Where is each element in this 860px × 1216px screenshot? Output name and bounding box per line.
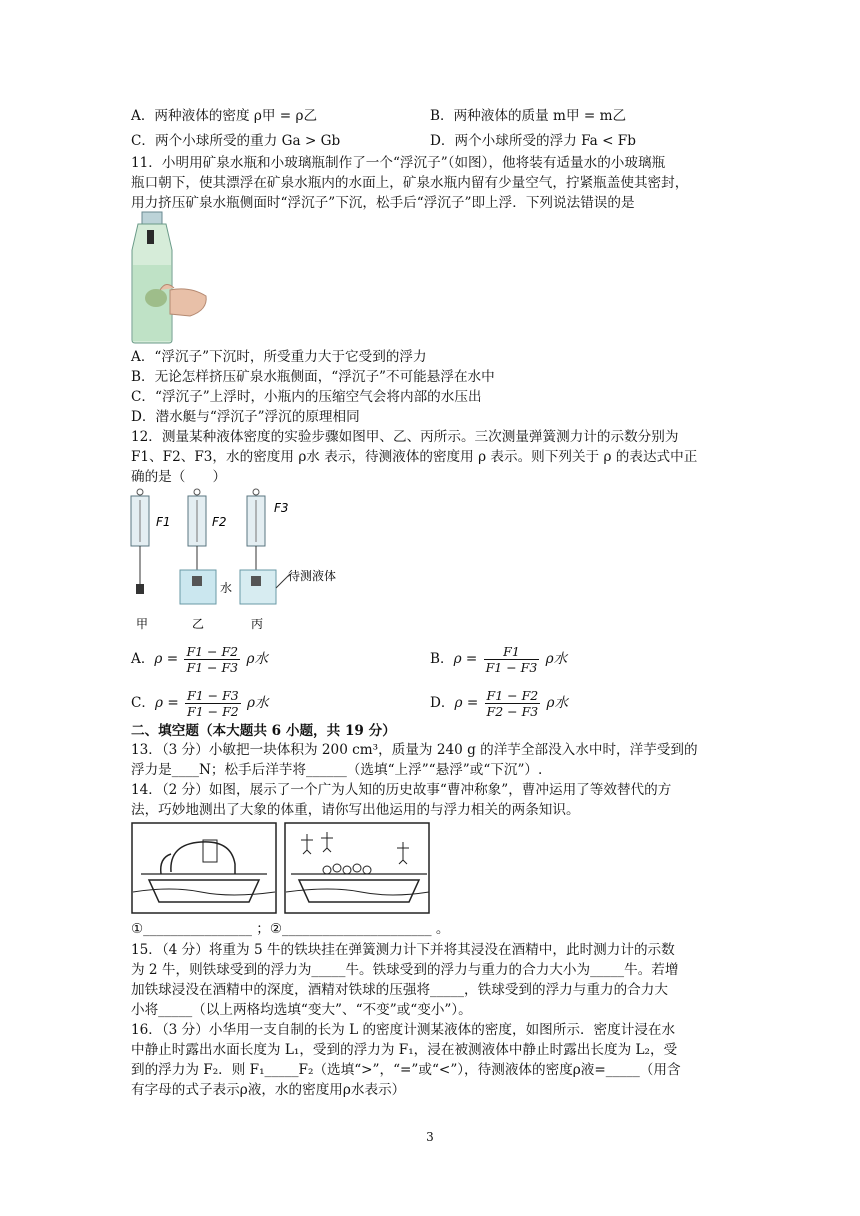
fig-label-bing: 丙 <box>251 617 264 631</box>
q12-stem-line3: 确的是（ ） <box>131 469 227 485</box>
q14-line1: 14．（2 分）如图，展示了一个广为人知的历史故事“曹冲称象”，曹冲运用了等效替代的方 <box>131 782 672 798</box>
q12-option-a: A．ρ = $\frac{F1 - F2}{F1 - F3}$ ρ水 <box>131 644 269 675</box>
q10-option-b: B．两种液体的质量 m甲 = m乙 <box>430 108 627 124</box>
q14-line2: 法，巧妙地测出了大象的体重，请你写出他运用的与浮力相关的两条知识。 <box>131 802 580 818</box>
q11-option-b: B．无论怎样挤压矿泉水瓶侧面，“浮沉子”不可能悬浮在水中 <box>131 369 495 385</box>
spring-scale-2 <box>180 489 216 604</box>
q13-line1: 13．（3 分）小敏把一块体积为 200 cm³，质量为 240 g 的洋芋全部没入水中时，洋芋受到的 <box>131 742 698 758</box>
q15-line3: 加铁球浸没在酒精中的深度，酒精对铁球的压强将_____，铁球受到的浮力与重力的合力大 <box>131 982 668 998</box>
spring-scale-1 <box>131 489 149 594</box>
q11-stem-line1: 11．小明用矿泉水瓶和小玻璃瓶制作了一个“浮沉子”（如图），他将装有适量水的小玻璃瓶 <box>131 155 666 171</box>
q15-line4: 小将_____（以上两格均选填“变大”、“不变”或“变小”）。 <box>131 1002 472 1018</box>
scale-label-f1: F1 <box>156 515 171 529</box>
section-heading: 二、填空题（本大题共 6 小题，共 19 分） <box>131 723 396 739</box>
q10-option-a: A．两种液体的密度 ρ甲 = ρ乙 <box>131 108 318 124</box>
water-label: 水 <box>220 581 233 595</box>
q12-stem-line1: 12．测量某种液体密度的实验步骤如图甲、乙、丙所示。三次测量弹簧测力计的示数分别为 <box>131 429 679 445</box>
cao-chong-elephant-figure <box>131 822 431 916</box>
scale-label-f3: F3 <box>274 501 289 515</box>
q12-option-d: D．ρ = $\frac{F1 - F2}{F2 - F3}$ ρ水 <box>430 688 569 719</box>
bottle-diver-figure <box>130 210 210 344</box>
q11-option-d: D．潜水艇与“浮沉子”浮沉的原理相同 <box>131 409 360 425</box>
page-number: 3 <box>426 1130 434 1144</box>
q11-option-a: A．“浮沉子”下沉时，所受重力大于它受到的浮力 <box>131 349 427 365</box>
q14-answer-blanks: ①________________ ；②______________________ 。 <box>131 921 450 937</box>
liquid-label: 待测液体 <box>288 569 337 583</box>
q16-line2: 中静止时露出水面长度为 L₁，受到的浮力为 F₁，浸在被测液体中静止时露出长度为 L₂，受 <box>131 1042 678 1058</box>
q12-option-b: B．ρ = $\frac{F1}{F1 - F3}$ ρ水 <box>430 644 568 675</box>
q10-option-c: C．两个小球所受的重力 Ga > Gb <box>131 133 341 149</box>
q16-line1: 16．（3 分）小华用一支自制的长为 L 的密度计测某液体的密度，如图所示．密度计浸在水 <box>131 1022 676 1038</box>
q11-stem-line3: 用力挤压矿泉水瓶侧面时“浮沉子”下沉，松手后“浮沉子”即上浮．下列说法错误的是 <box>131 195 635 211</box>
q15-line2: 为 2 牛，则铁球受到的浮力为_____牛。铁球受到的浮力与重力的合力大小为_____牛。若增 <box>131 962 679 978</box>
q10-option-d: D．两个小球所受的浮力 Fa < Fb <box>430 133 636 149</box>
spring-scale-figure <box>128 488 388 636</box>
q16-line3: 到的浮力为 F₂．则 F₁_____F₂（选填“>”，“=”或“<”），待测液体的密度ρ液=_____（用含 <box>131 1062 681 1078</box>
fig-label-yi: 乙 <box>192 617 205 631</box>
q12-option-c: C．ρ = $\frac{F1 - F3}{F1 - F2}$ ρ水 <box>131 688 269 719</box>
q11-option-c: C．“浮沉子”上浮时，小瓶内的压缩空气会将内部的水压出 <box>131 389 482 405</box>
q15-line1: 15．（4 分）将重为 5 牛的铁块挂在弹簧测力计下并将其浸没在酒精中，此时测力计的示数 <box>131 942 675 958</box>
q11-stem-line2: 瓶口朝下，使其漂浮在矿泉水瓶内的水面上，矿泉水瓶内留有少量空气，拧紧瓶盖使其密封， <box>131 175 689 191</box>
fig-label-jia: 甲 <box>136 617 149 631</box>
q16-line4: 有字母的式子表示ρ液，水的密度用ρ水表示） <box>131 1082 406 1098</box>
scale-label-f2: F2 <box>212 515 227 529</box>
q12-stem-line2: F1、F2、F3，水的密度用 ρ水 表示，待测液体的密度用 ρ 表示。则下列关于 ρ 的表达式中正 <box>131 449 698 465</box>
q13-line2: 浮力是____N；松手后洋芋将______（选填“上浮”“悬浮”或“下沉”）. <box>131 762 543 778</box>
